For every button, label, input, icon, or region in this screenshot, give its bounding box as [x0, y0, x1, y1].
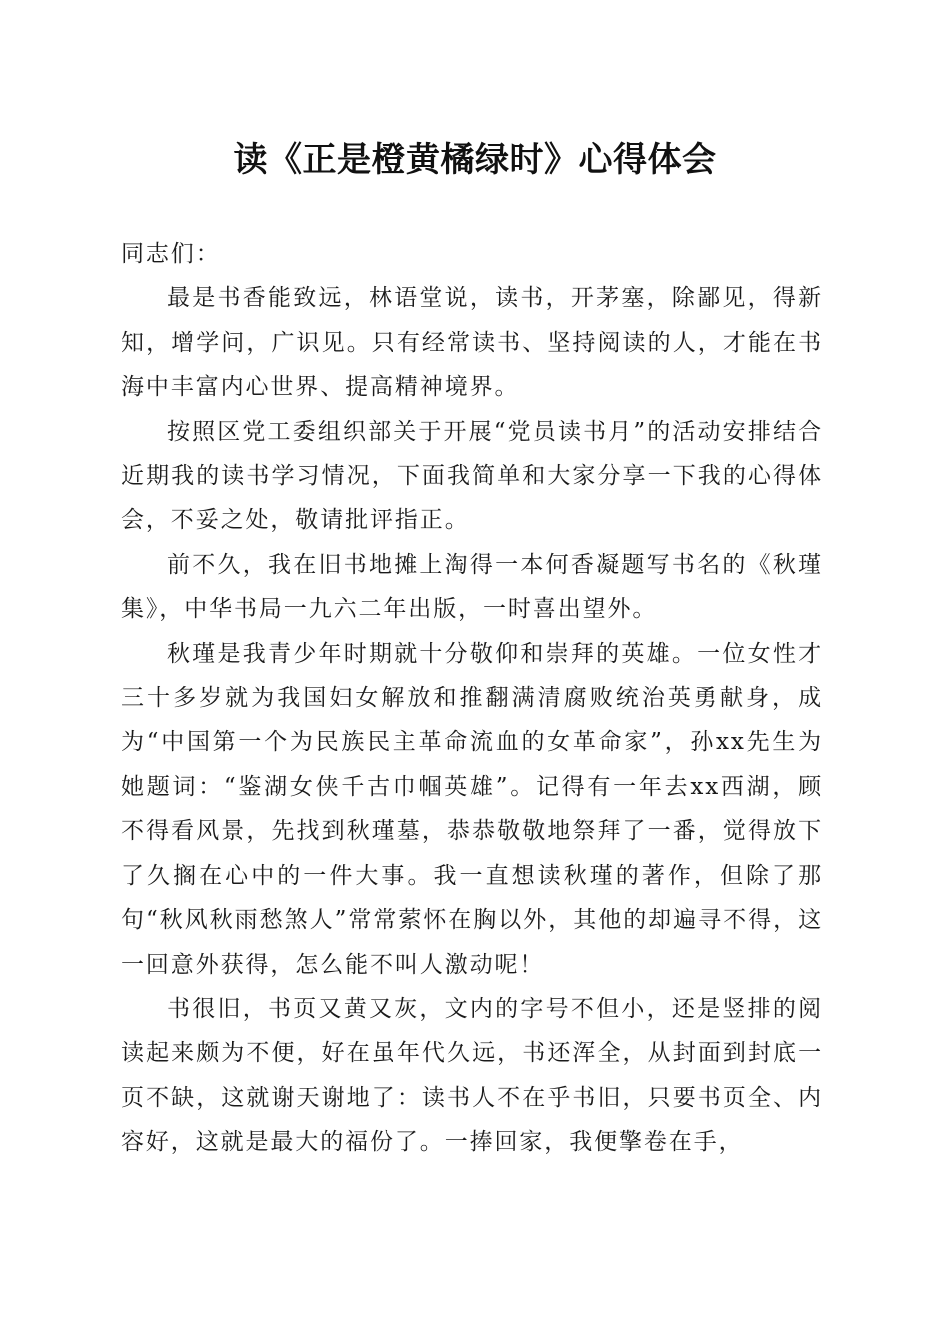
paragraph: 前不久，我在旧书地摊上淘得一本何香凝题写书名的《秋瑾集》，中华书局一九六二年出版，一时喜出望外。: [121, 551, 823, 623]
salutation: 同志们：: [121, 241, 221, 267]
document-title: 读《正是橙黄橘绿时》心得体会: [233, 140, 717, 180]
paragraph: 最是书香能致远，林语堂说，读书，开茅塞，除鄙见，得新知，增学问，广识见。只有经常读书、坚持阅读的人，才能在书海中丰富内心世界、提高精神境界。: [121, 285, 823, 401]
paragraph: 书很旧，书页又黄又灰，文内的字号不但小，还是竖排的阅读起来颇为不便，好在虽年代久远，书还浑全，从封面到封底一页不缺，这就谢天谢地了：读书人不在乎书旧，只要书页全、内容好，这就是最大的福份了。一捧回家，我便擎卷在手，: [121, 995, 823, 1156]
paragraph: 秋瑾是我青少年时期就十分敬仰和崇拜的英雄。一位女性才三十多岁就为我国妇女解放和推翻满清腐败统治英勇献身，成为“中国第一个为民族民主革命流血的女革命家”，孙xx先生为她题词：“鉴湖女侠千古巾帼英雄”。记得有一年去xx西湖，顾不得看风景，先找到秋瑾墓，恭恭敬敬地祭拜了一番，觉得放下了久搁在心中的一件大事。我一直想读秋瑾的著作，但除了那句“秋风秋雨愁煞人”常常萦怀在胸以外，其他的却遍寻不得，这一回意外获得，怎么能不叫人激动呢！: [121, 640, 823, 978]
document-body: [121, 232, 823, 1165]
paragraph: 按照区党工委组织部关于开展“党员读书月”的活动安排结合近期我的读书学习情况，下面我简单和大家分享一下我的心得体会，不妥之处，敬请批评指正。: [121, 418, 823, 534]
